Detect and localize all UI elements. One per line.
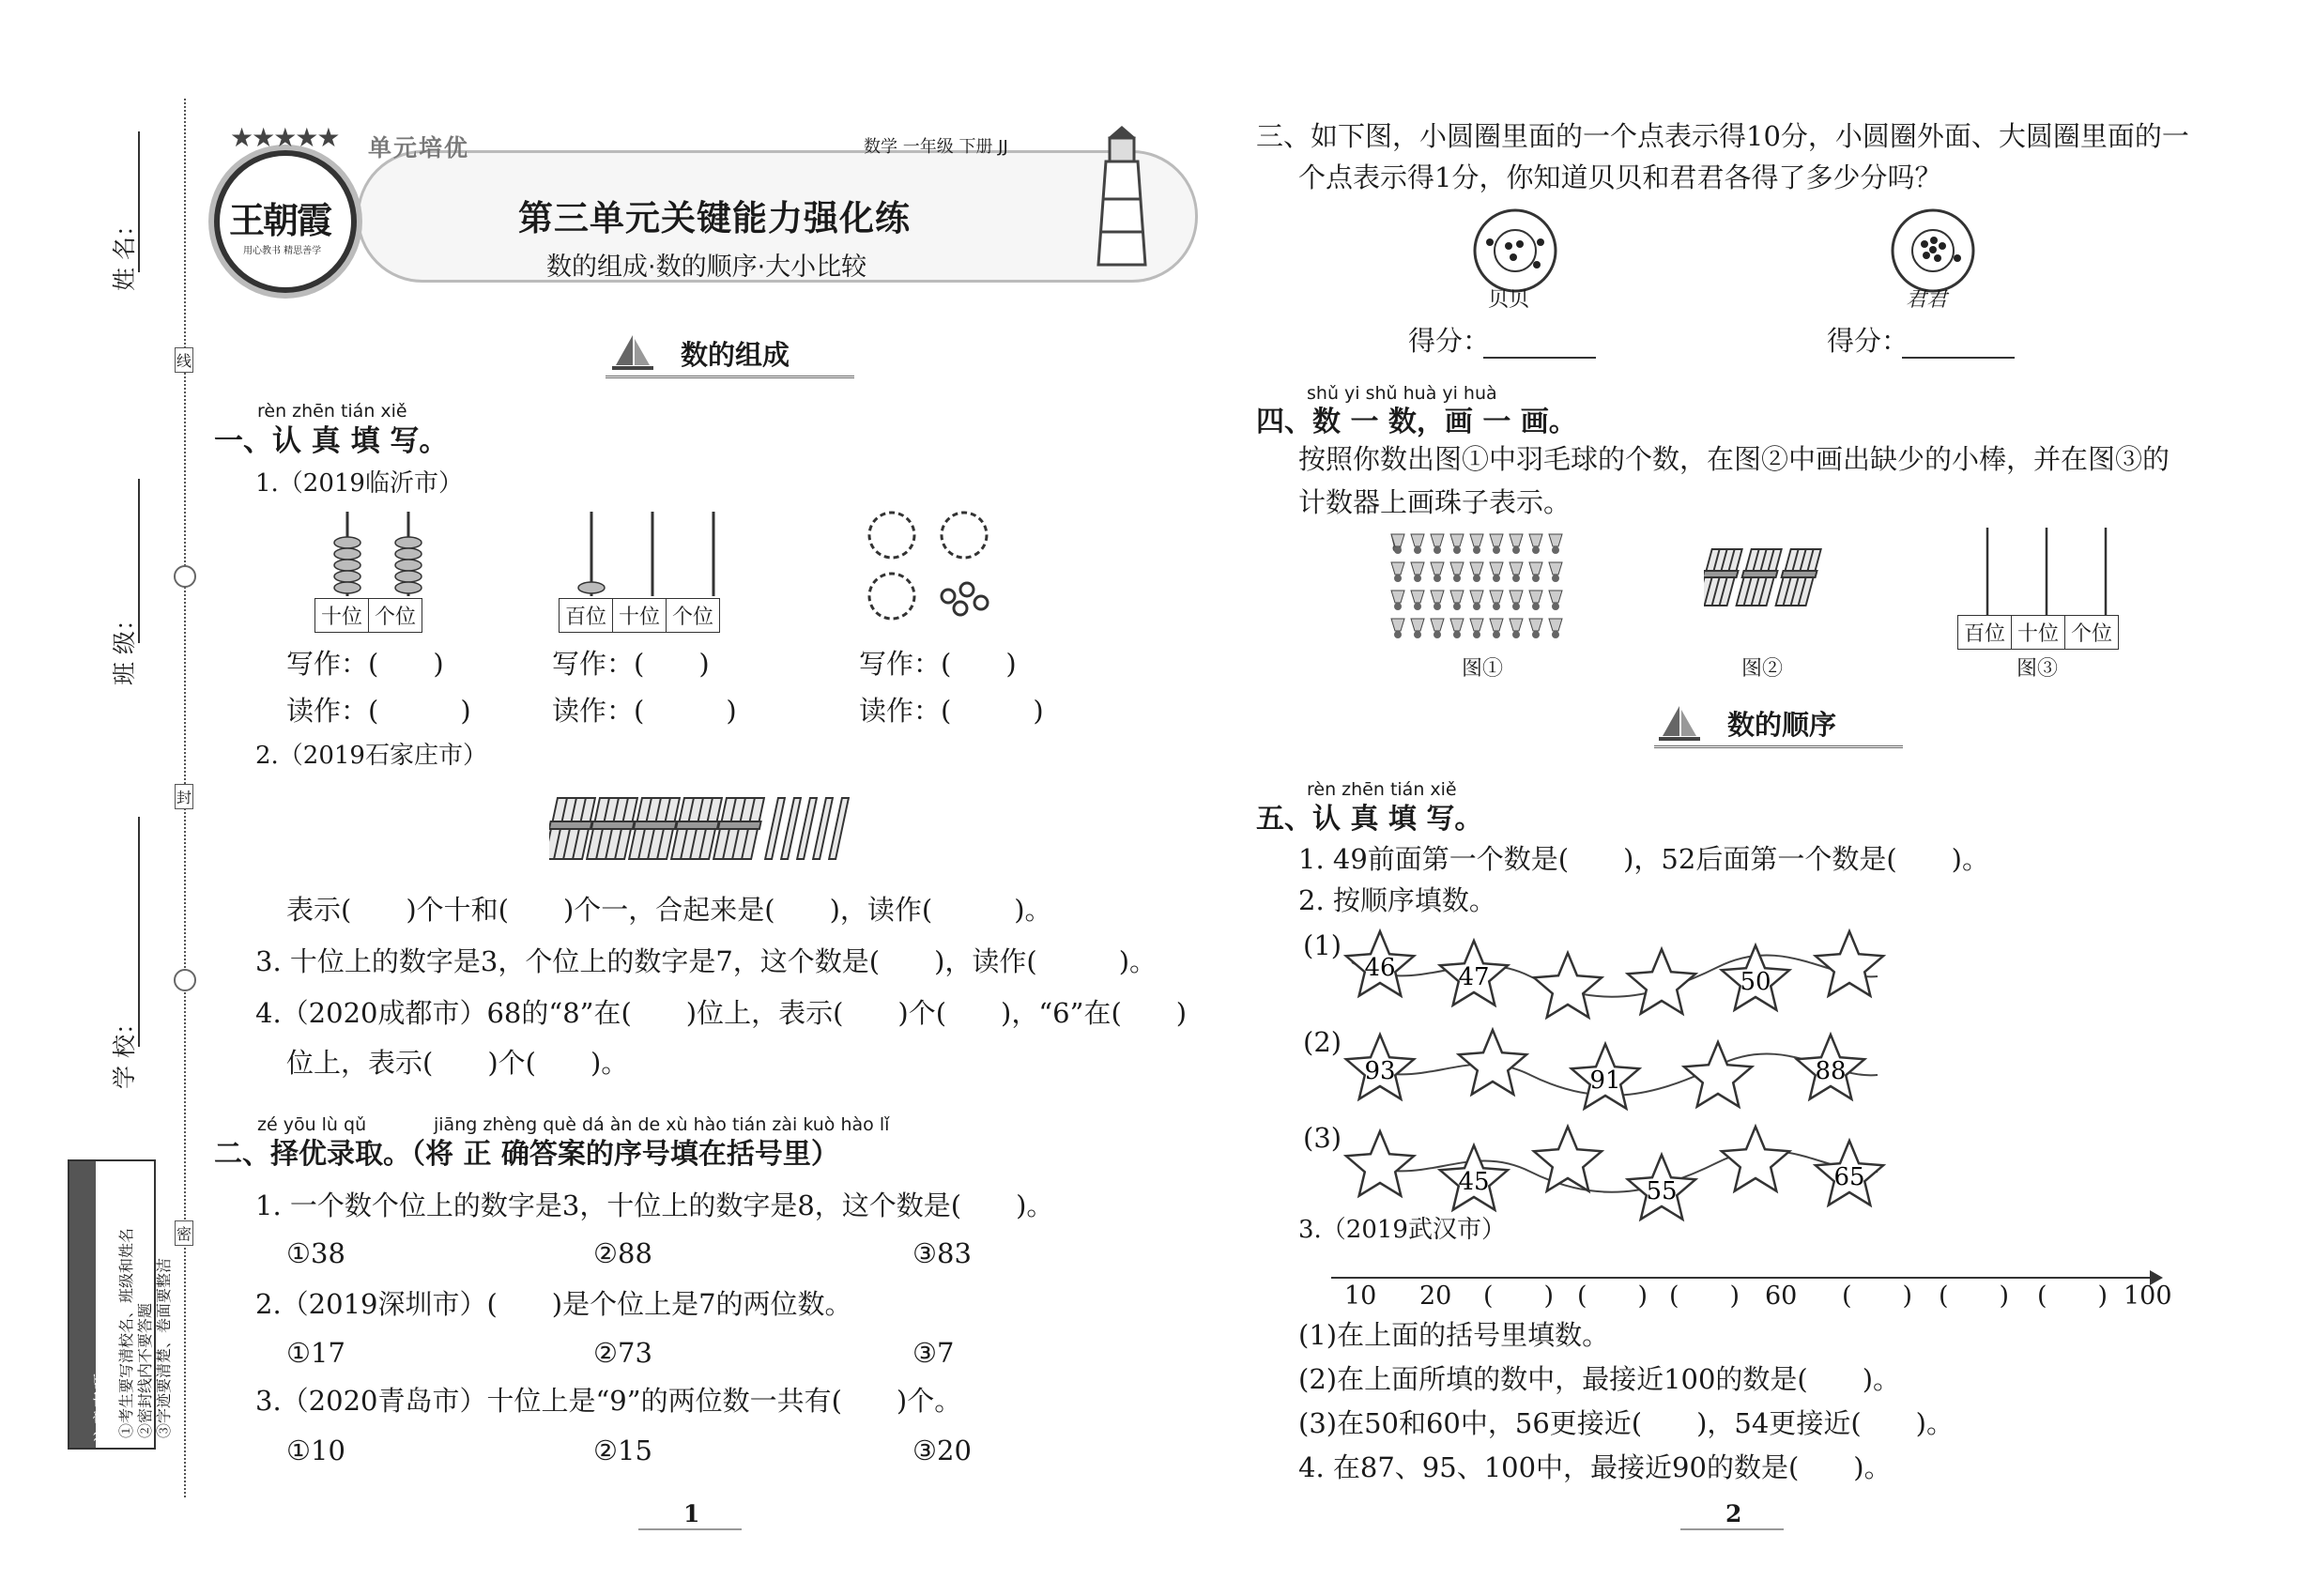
q4-title: 四、数 一 数，画 一 画。 — [1256, 406, 1577, 438]
q2-2-opt-3: ③7 — [912, 1337, 955, 1369]
page-subtitle: 数的组成·数的顺序·大小比较 — [546, 253, 867, 282]
star-value: 88 — [1815, 1057, 1847, 1085]
q2-pinyin-a: zé yōu lù qǔ — [257, 1114, 367, 1135]
q5-3-3: (3)在50和60中，56更接近( )，54更接近( )。 — [1298, 1407, 1954, 1439]
number-line-label[interactable]: ( ) — [2037, 1281, 2108, 1311]
q2-3-opt-1: ①10 — [286, 1435, 345, 1466]
shuttlecock-icon — [1431, 534, 1444, 554]
star-cell — [1816, 931, 1883, 996]
fig3-counter-labels — [1957, 615, 2119, 650]
q2-1-opt-2: ②88 — [593, 1237, 652, 1269]
seal-mark-2: 封 — [175, 784, 193, 809]
read-c: 读作：( ) — [859, 695, 1044, 727]
star-cell — [1534, 953, 1602, 1018]
fig-label-3: 图③ — [2016, 657, 2059, 681]
score-label-a: 得分： — [1408, 325, 1491, 357]
q5-2: 2. 按顺序填数。 — [1298, 884, 1496, 916]
q5-4: 4. 在87、95、100中，最接近90的数是( )。 — [1298, 1451, 1892, 1483]
q1-title: 一、认 真 填 写。 — [214, 424, 449, 458]
notice-item-3: ③字迹要清楚、卷面要整洁 — [155, 1257, 173, 1438]
shuttlecock-icon — [1490, 619, 1503, 638]
shuttlecock-icon — [1411, 562, 1424, 582]
notice-item-2: ②密封线内不要答题 — [136, 1302, 154, 1438]
notice-box — [68, 1159, 173, 1450]
logo-slogan: 用心教书 精思善学 — [243, 246, 322, 256]
q2-1-opt-1: ①38 — [286, 1237, 345, 1269]
q1-pinyin: rèn zhēn tián xiě — [257, 401, 407, 422]
star-cell — [1534, 1127, 1602, 1191]
q4-pinyin: shǔ yi shǔ huà yi huà — [1307, 383, 1497, 404]
seal-circle-2 — [174, 969, 196, 991]
star-row-3 — [1342, 1120, 1887, 1223]
shuttlecock-icon — [1470, 591, 1483, 610]
q2-1: 1. 一个数个位上的数字是3，十位上的数字是8，这个数是( )。 — [255, 1189, 1054, 1221]
q2-3: 3.（2020青岛市）十位上是“9”的两位数一共有( )个。 — [255, 1385, 962, 1417]
label-ones: 个位 — [2071, 622, 2113, 646]
shuttlecock-icon — [1431, 619, 1444, 638]
star-row-svg — [1342, 925, 1887, 1028]
star-cell — [1459, 1030, 1526, 1095]
shuttlecock-icon — [1529, 619, 1542, 638]
fig2-stick-bundles — [1704, 545, 1845, 620]
shuttlecock-icon — [1411, 619, 1424, 638]
q5-3-1: (1)在上面的括号里填数。 — [1298, 1319, 1610, 1351]
q3-line-b: 个点表示得1分，你知道贝贝和君君各得了多少分吗？ — [1298, 161, 1942, 193]
shuttlecock-icon — [1510, 591, 1523, 610]
number-line — [1331, 1267, 2162, 1279]
row3-label: (3) — [1303, 1122, 1342, 1154]
school-label: 学 校： — [111, 1011, 138, 1089]
lighthouse-icon — [1080, 124, 1164, 274]
seal-circle-1 — [174, 565, 196, 588]
number-line-label: 10 — [1344, 1281, 1377, 1311]
row1-label: (1) — [1303, 929, 1342, 961]
q2-3-opt-3: ③20 — [912, 1435, 972, 1466]
name-beibei: 贝贝 — [1488, 288, 1530, 312]
school-field[interactable] — [138, 817, 140, 1047]
q1-3: 3. 十位上的数字是3，个位上的数字是7，这个数是( )，读作( )。 — [255, 945, 1158, 977]
star-value: 45 — [1458, 1168, 1490, 1196]
q1-4b: 位上，表示( )个( )。 — [286, 1047, 629, 1079]
shuttlecock-icon — [1470, 534, 1483, 554]
sticks-bundles — [549, 793, 868, 868]
q4-text-a: 按照你数出图①中羽毛球的个数，在图②中画出缺少的小棒，并在图③的 — [1298, 443, 2170, 475]
page-number-2-decor — [1680, 1528, 1784, 1530]
abacus-a — [314, 507, 441, 601]
score-field-b[interactable] — [1902, 357, 2015, 359]
shuttlecock-icon — [1490, 562, 1503, 582]
number-line-label[interactable]: ( ) — [1483, 1281, 1555, 1311]
number-line-label: 60 — [1765, 1281, 1798, 1311]
label-tens: 十位 — [315, 599, 369, 632]
shuttlecock-icon — [1529, 534, 1542, 554]
label-tens: 十位 — [2012, 616, 2065, 649]
abacus-a-labels — [314, 598, 422, 633]
star-row-svg — [1342, 1120, 1887, 1223]
shuttlecock-icon — [1450, 619, 1464, 638]
shuttlecock-icon — [1411, 591, 1424, 610]
q2-pinyin-b: jiāng zhèng què dá àn de xù hào tián zài kuò hào lǐ — [434, 1114, 890, 1135]
page-title: 第三单元关键能力强化练 — [518, 198, 911, 238]
shuttlecock-icon — [1470, 562, 1483, 582]
seal-mark-3: 密 — [175, 1220, 193, 1246]
logo-text: 王朝霞 — [229, 200, 331, 241]
shuttlecock-icon — [1450, 562, 1464, 582]
page-number-2: 2 — [1725, 1500, 1742, 1527]
q5-3: 3.（2019武汉市） — [1298, 1216, 1506, 1244]
shuttlecock-icon — [1549, 534, 1562, 554]
shuttlecock-icon — [1431, 591, 1444, 610]
star-value: 91 — [1589, 1067, 1621, 1095]
shuttlecock-icon — [1549, 562, 1562, 582]
logo — [214, 150, 357, 293]
score-label-b: 得分： — [1827, 325, 1909, 357]
logo-crown-icon: ★★★★★ — [230, 122, 339, 153]
write-c: 写作：( ) — [859, 648, 1017, 680]
number-line-label: 20 — [1419, 1281, 1452, 1311]
name-label: 姓 名： — [111, 213, 138, 291]
star-value: 55 — [1646, 1177, 1678, 1205]
shuttlecock-icon — [1391, 534, 1404, 554]
shuttlecock-icon — [1450, 591, 1464, 610]
number-line-label: 100 — [2124, 1281, 2172, 1311]
shuttlecock-icon — [1549, 619, 1562, 638]
class-label: 班 级： — [111, 607, 138, 685]
label-tens: 十位 — [613, 599, 667, 632]
section-title-composition: 数的组成 — [681, 339, 790, 371]
shuttlecock-icon — [1470, 619, 1483, 638]
shuttlecock-icon — [1529, 591, 1542, 610]
star-value: 50 — [1740, 968, 1771, 996]
star-cell — [1684, 1042, 1752, 1107]
target-beibei — [1471, 207, 1560, 296]
shuttlecock-icon — [1510, 619, 1523, 638]
q2-2: 2.（2019深圳市）( )是个位上是7的两位数。 — [255, 1288, 852, 1320]
section-title-order: 数的顺序 — [1727, 709, 1837, 741]
q1-4a: 4.（2020成都市）68的“8”在( )位上，表示( )个( )，“6”在( ) — [255, 997, 1188, 1029]
header-meta: 数学 一年级 下册 JJ — [864, 137, 1008, 157]
star-cell — [1628, 949, 1695, 1014]
q1-1: 1.（2019临沂市） — [255, 469, 463, 498]
bead-rings — [859, 507, 1019, 629]
score-field-a[interactable] — [1483, 357, 1596, 359]
write-a: 写作：( ) — [286, 648, 444, 680]
q4-text-b: 计数器上画珠子表示。 — [1298, 486, 1572, 518]
star-row-svg — [1342, 1023, 1887, 1127]
label-ones: 个位 — [375, 606, 417, 629]
label-hundreds: 百位 — [1958, 616, 2012, 649]
q2-title: 二、择优录取。（将 正 确答案的序号填在括号里） — [214, 1138, 839, 1171]
shuttlecock-icon — [1391, 562, 1404, 582]
seal-mark-1: 线 — [175, 347, 193, 373]
page-number-1: 1 — [683, 1500, 700, 1527]
star-value: 46 — [1364, 954, 1396, 982]
read-b: 读作：( ) — [552, 695, 737, 727]
fig-label-1: 图① — [1462, 657, 1504, 681]
q5-1: 1. 49前面第一个数是( )，52后面第一个数是( )。 — [1298, 843, 1989, 875]
shuttlecock-icon — [1391, 591, 1404, 610]
q1-2: 2.（2019石家庄市） — [255, 742, 487, 770]
label-ones: 个位 — [672, 606, 714, 629]
abacus-b-labels — [559, 598, 720, 633]
page-number-1-decor — [638, 1528, 742, 1530]
label-hundreds: 百位 — [560, 599, 613, 632]
shuttlecock-icon — [1529, 562, 1542, 582]
number-line-label[interactable]: ( ) — [1669, 1281, 1740, 1311]
class-field[interactable] — [138, 479, 140, 643]
number-line-label[interactable]: ( ) — [1842, 1281, 1913, 1311]
number-line-label[interactable]: ( ) — [1577, 1281, 1648, 1311]
q2-2-opt-2: ②73 — [593, 1337, 652, 1369]
star-cell — [1346, 1131, 1414, 1196]
star-row-2 — [1342, 1023, 1887, 1127]
shuttlecock-grid — [1389, 532, 1572, 650]
sailboat-icon — [610, 333, 655, 373]
star-cell — [1722, 1127, 1789, 1191]
fig3-counter — [1957, 526, 2136, 620]
name-junjun: 君君 — [1906, 288, 1948, 312]
q5-title: 五、认 真 填 写。 — [1256, 803, 1483, 836]
notice-title: 注意事项 — [93, 1372, 112, 1443]
number-line-label[interactable]: ( ) — [1939, 1281, 2010, 1311]
q3-line-a: 三、如下图，小圆圈里面的一个点表示得10分，小圆圈外面、大圆圈里面的一 — [1256, 120, 2189, 152]
row2-label: (2) — [1303, 1026, 1342, 1058]
star-row-1 — [1342, 925, 1887, 1028]
q5-pinyin: rèn zhēn tián xiě — [1307, 779, 1457, 800]
star-value: 47 — [1458, 963, 1490, 991]
shuttlecock-icon — [1450, 534, 1464, 554]
shuttlecock-icon — [1490, 591, 1503, 610]
q2-2-opt-1: ①17 — [286, 1337, 345, 1369]
abacus-b — [559, 507, 746, 601]
fig-label-2: 图② — [1741, 657, 1784, 681]
q1-2-text: 表示( )个十和( )个一，合起来是( )，读作( )。 — [286, 894, 1052, 926]
name-field[interactable] — [138, 131, 140, 272]
sailboat-icon — [1657, 704, 1702, 744]
header-tag: 单元培优 — [368, 134, 470, 161]
q5-3-2: (2)在上面所填的数中，最接近100的数是( )。 — [1298, 1363, 1901, 1395]
q2-3-opt-2: ②15 — [593, 1435, 652, 1466]
notice-item-1: ①考生要写清校名、班级和姓名 — [117, 1227, 135, 1438]
star-value: 65 — [1833, 1163, 1865, 1191]
shuttlecock-icon — [1490, 534, 1503, 554]
shuttlecock-icon — [1431, 562, 1444, 582]
q2-1-opt-3: ③83 — [912, 1237, 972, 1269]
read-a: 读作：( ) — [286, 695, 471, 727]
shuttlecock-icon — [1510, 562, 1523, 582]
target-junjun — [1889, 207, 1978, 296]
shuttlecock-icon — [1391, 619, 1404, 638]
write-b: 写作：( ) — [552, 648, 710, 680]
shuttlecock-icon — [1549, 591, 1562, 610]
shuttlecock-icon — [1411, 534, 1424, 554]
star-value: 93 — [1364, 1057, 1396, 1085]
shuttlecock-icon — [1510, 534, 1523, 554]
